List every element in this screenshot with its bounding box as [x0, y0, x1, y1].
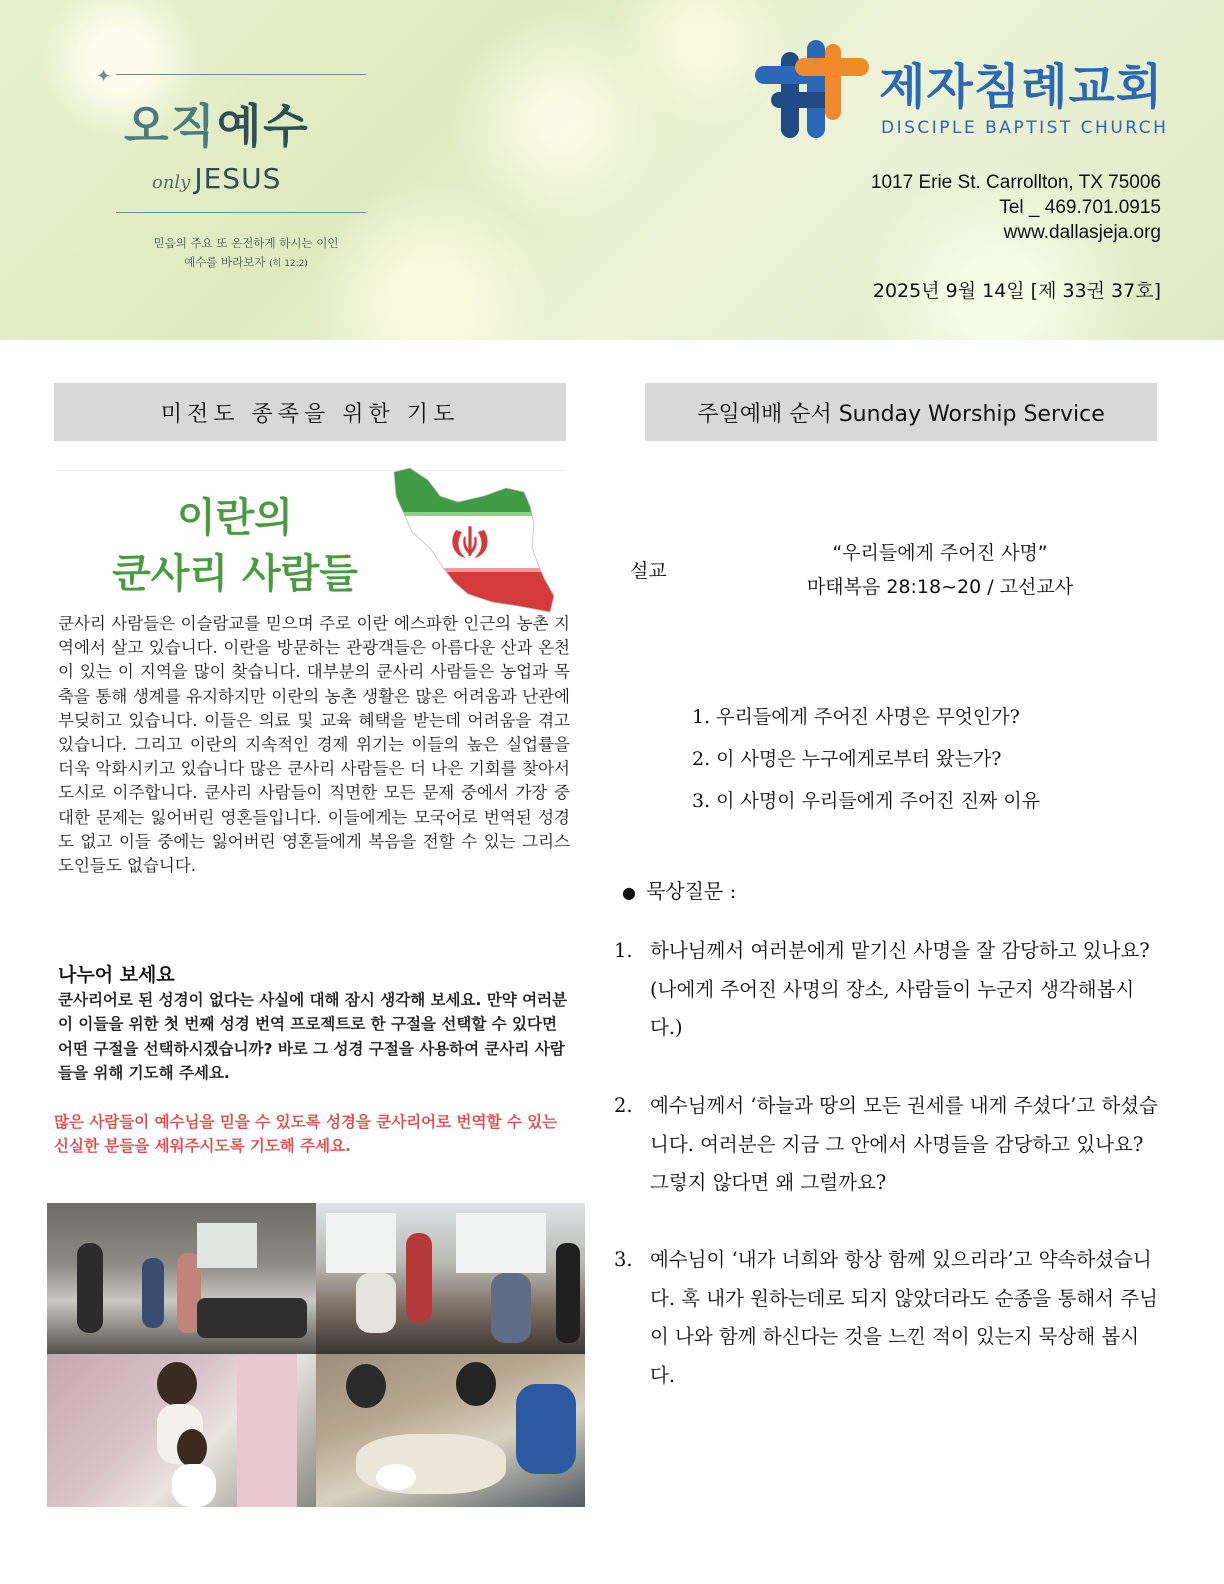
divider: [116, 74, 366, 75]
meditation-heading-text: 묵상질문 :: [645, 879, 737, 903]
logo-title-dark: 예수: [216, 99, 310, 153]
question-text: 하나님께서 여러분에게 맡기신 사명을 잘 감당하고 있나요? (나에게 주어진 사명의 장소, 사람들이 누군지 생각해봅시다.): [650, 939, 1150, 1039]
church-name-english: DISCIPLE BAPTIST CHURCH: [881, 118, 1169, 138]
verse-line-1: 믿음의 주요 또 온전하게 하시는 이인: [153, 236, 339, 250]
photo-collage: [47, 1203, 585, 1507]
logo-subtitle: [152, 162, 281, 195]
photo-fellowship-living-room: [47, 1203, 316, 1354]
sermon-point: 3. 이 사명이 우리들에게 주어진 진짜 이유: [692, 790, 1041, 812]
meditation-question: [614, 1241, 1164, 1395]
church-name-korean: 제자침례교회: [879, 59, 1164, 115]
section-title-worship: 주일예배 순서 Sunday Worship Service: [645, 383, 1157, 441]
iran-map-flag-icon: [388, 466, 558, 618]
share-text: 쿤사리어로 된 성경이 없다는 사실에 대해 잠시 생각해 보세요. 만약 여러분이 이들을 위한 첫 번째 성경 번역 프로젝트로 한 구절을 선택할 수 있다면 어떤 구절을 선택하시겠습니까? 바로 그 성경 구절을 사용하여 쿤사리 사람들을 위해 기도해 주세요.: [58, 991, 568, 1082]
logo-verse: [126, 234, 366, 274]
church-phone: Tel _ 469.701.0915: [999, 197, 1161, 218]
people-title-line-2: 쿤사리 사람들: [112, 551, 358, 597]
question-text: 예수님이 ‘내가 너희와 항상 함께 있으리라’고 약속하셨습니다. 혹 내가 원하는데로 되지 않았더라도 순종을 통해서 주님이 나와 함께 하신다는 것을 느낀 적이 있는지 묵상해 봅시다.: [650, 1248, 1158, 1387]
verse-line-2: [126, 253, 366, 274]
question-number: 2.: [614, 1094, 633, 1117]
logo-title-light: 오직: [124, 99, 217, 153]
church-logo: [755, 36, 1175, 146]
photo-children: [47, 1354, 316, 1507]
sermon-passage: 마태복음 28:18~20 / 고선교사: [806, 576, 1074, 598]
meditation-heading: [622, 875, 736, 904]
question-number: 3.: [614, 1248, 633, 1271]
only-jesus-logo: [96, 62, 370, 272]
people-title-line-1: 이란의: [177, 495, 293, 541]
church-website[interactable]: www.dallasjeja.org: [1003, 222, 1161, 243]
issue-date: 2025년 9월 14일 [제 33권 37호]: [872, 280, 1161, 302]
sermon-point: 2. 이 사명은 누구에게로부터 왔는가?: [692, 748, 1002, 770]
meditation-question: [614, 1087, 1164, 1203]
question-number: 1.: [614, 939, 633, 962]
question-text: 예수님께서 ‘하늘과 땅의 모든 권세를 내게 주셨다’고 하셨습니다. 여러분은 지금 그 안에서 사명들을 감당하고 있나요? 그렇지 않다면 왜 그럴까요?: [650, 1094, 1158, 1194]
verse-line-2-text: 예수를 바라보자: [184, 255, 266, 269]
people-group-title: [60, 490, 410, 602]
meditation-question: [614, 932, 1164, 1048]
people-group-description: 쿤사리 사람들은 이슬람교를 믿으며 주로 이란 에스파한 인근의 농촌 지역에서 살고 있습니다. 이란을 방문하는 관광객들은 아름다운 산과 온천이 있는 이 지역을 많이 찾습니다. 대부분의 쿤사리 사람들은 농업과 목축을 통해 생계를 유지하지만 이란의 농촌 생활은 많은 어려움과 난관에 부딪히고 있습니다. 이들은 의료 및 교육 혜택을 받는데 어려움을 겪고 있습니다. 그리고 이란의 지속적인 경제 위기는 이들의 높은 실업률을 더욱 악화시키고 있습니다 많은 쿤사리 사람들은 더 나은 기회를 찾아서 도시로 이주합니다. 쿤사리 사람들이 직면한 모든 문제 중에서 가장 중대한 문제는 잃어버린 영혼들입니다. 이들에게는 모국어로 번역된 성경도 없고 이들 중에는 잃어버린 영혼들에게 복음을 전할 수 있는 그리스도인들도 없습니다.: [58, 614, 570, 876]
share-heading: 나누어 보세요: [58, 964, 175, 986]
photo-fellowship-meal: [316, 1354, 585, 1507]
church-address: 1017 Erie St. Carrollton, TX 75006: [870, 172, 1161, 193]
divider: [116, 212, 366, 213]
sermon-points: [692, 696, 1040, 822]
sermon-point: 1. 우리들에게 주어진 사명은 무엇인가?: [692, 706, 1020, 728]
sparkle-icon: ✦: [96, 66, 112, 87]
logo-only-text: only: [152, 172, 191, 193]
logo-title: [124, 90, 310, 156]
logo-jesus-text: JESUS: [194, 162, 282, 195]
church-contact: [871, 170, 1161, 245]
bullet-icon: ●: [622, 883, 636, 902]
prayer-request: 많은 사람들이 예수님을 믿을 수 있도록 성경을 쿤사리어로 번역할 수 있는 신실한 분들을 세워주시도록 기도해 주세요.: [54, 1113, 558, 1155]
sermon-title: “우리들에게 주어진 사명”: [832, 542, 1048, 564]
photo-fellowship-prayer: [316, 1203, 585, 1354]
verse-reference: (히 12:2): [269, 259, 308, 269]
church-cross-icon: [755, 36, 873, 144]
section-title-prayer: 미전도 종족을 위한 기도: [54, 383, 566, 441]
sermon-label: 설교: [630, 560, 667, 582]
sermon-info: [740, 536, 1140, 604]
header-banner: [0, 0, 1224, 340]
